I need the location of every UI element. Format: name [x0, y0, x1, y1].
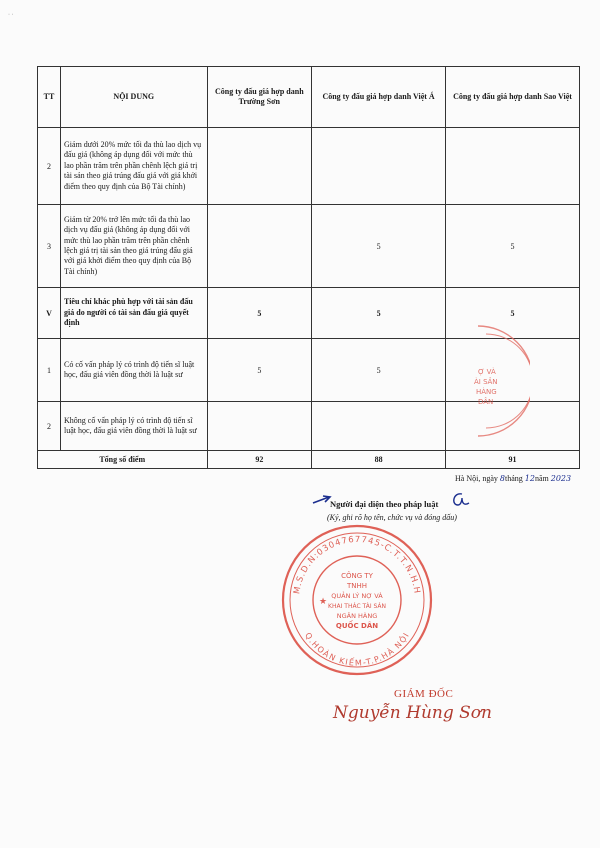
row-content: Tiêu chí khác phù hợp với tài sản đấu giá do người có tài sản đấu giá quyết định [61, 288, 207, 339]
total-company-a: 92 [207, 451, 312, 469]
score-company-c: 5 [446, 205, 580, 288]
initials-signature-icon [449, 491, 471, 511]
score-company-b: 5 [312, 339, 446, 402]
table-total-row [38, 451, 580, 469]
header-company-a: Công ty đấu giá hợp danh Trường Sơn [207, 67, 312, 128]
header-tt: TT [38, 67, 61, 128]
date-month-label: tháng [504, 474, 523, 483]
signer-name: Nguyễn Hùng Sơn [333, 703, 492, 723]
total-label: Tổng số điểm [38, 451, 208, 469]
seal-line: NGÂN HÀNG [336, 612, 378, 620]
scan-speck: · · [8, 12, 14, 18]
date-prefix: Hà Nội, ngày [455, 474, 498, 483]
table-row [38, 128, 580, 205]
total-company-c: 91 [446, 451, 580, 469]
score-company-a [207, 205, 312, 288]
svg-text:DÂN: DÂN [478, 398, 494, 406]
date-month: 12 [524, 474, 535, 483]
score-company-b: 5 [312, 205, 446, 288]
svg-text:HÀNG: HÀNG [476, 388, 497, 396]
score-company-a [207, 402, 312, 451]
ink-mark-icon [312, 494, 332, 506]
row-tt: 3 [38, 205, 61, 288]
seal-line: TNHH [346, 582, 368, 590]
signer-title: GIÁM ĐỐC [394, 688, 454, 700]
row-tt: 2 [38, 128, 61, 205]
representative-label: Người đại diện theo pháp luật [330, 499, 439, 509]
seal-line: QUẢN LÝ NỢ VÀ [331, 592, 383, 600]
svg-text:Q.HOÀN KIẾM-T.P.HÀ NỘI [303, 631, 411, 668]
seal-star-icon: ★ [319, 596, 328, 606]
row-content: Có cố vấn pháp lý có trình độ tiến sĩ luật học, đấu giá viên đồng thời là luật sư [61, 339, 207, 402]
date-day: 8 [499, 474, 505, 483]
svg-text:Ợ VÀ: Ợ VÀ [478, 368, 496, 376]
seal-line: CÔNG TY [341, 572, 373, 580]
score-company-b: 5 [312, 288, 446, 339]
signing-date [455, 474, 571, 483]
score-company-a [207, 128, 312, 205]
row-tt: 1 [38, 339, 61, 402]
score-company-a: 5 [207, 288, 312, 339]
seal-line: QUỐC DÂN [335, 622, 379, 630]
score-company-c: 5 [446, 288, 580, 339]
table-row [38, 205, 580, 288]
date-year-label: năm [534, 474, 549, 483]
seal-ring-bottom: Q.HOÀN KIẾM-T.P.HÀ NỘI [303, 631, 412, 668]
signature-instruction: (Ký, ghi rõ họ tên, chức vụ và đóng dấu) [327, 513, 457, 522]
row-tt: V [38, 288, 61, 339]
row-content: Không cố vấn pháp lý có trình độ tiến sĩ luật học, đấu giá viên đồng thời là luật sư [61, 402, 207, 451]
row-content: Giảm từ 20% trở lên mức tối đa thù lao dịch vụ đấu giá (không áp dụng đối với mức thù lao phần trăm trên phần chênh lệch giá trị tài sản theo giá trúng đấu giá với giá khởi điểm theo quy định của Bộ Tài chính) [61, 205, 207, 288]
score-company-a: 5 [207, 339, 312, 402]
header-company-c: Công ty đấu giá hợp danh Sao Việt [446, 67, 580, 128]
svg-text:ÀI SẢN: ÀI SẢN [474, 378, 498, 386]
stamp-fragment [448, 322, 530, 440]
company-seal [279, 522, 435, 678]
table-header-row [38, 67, 580, 128]
seal-line: KHAI THÁC TÀI SẢN [328, 603, 386, 610]
header-content: NỘI DUNG [61, 67, 207, 128]
seal-ring-text: M.S.D.N:0304767745-C.T.T.N.H.H [292, 534, 422, 595]
score-company-b [312, 128, 446, 205]
row-content: Giảm dưới 20% mức tối đa thù lao dịch vụ đấu giá (không áp dụng đối với mức thù lao phần trăm trên phần chênh lệch giá trị tài sản theo giá trúng đấu giá với giá khởi điểm theo quy định của Bộ Tài chính) [61, 128, 207, 205]
row-tt: 2 [38, 402, 61, 451]
score-company-b [312, 402, 446, 451]
header-company-b: Công ty đấu giá hợp danh Việt Á [312, 67, 446, 128]
date-year: 2023 [550, 474, 572, 483]
total-company-b: 88 [312, 451, 446, 469]
score-company-c [446, 128, 580, 205]
